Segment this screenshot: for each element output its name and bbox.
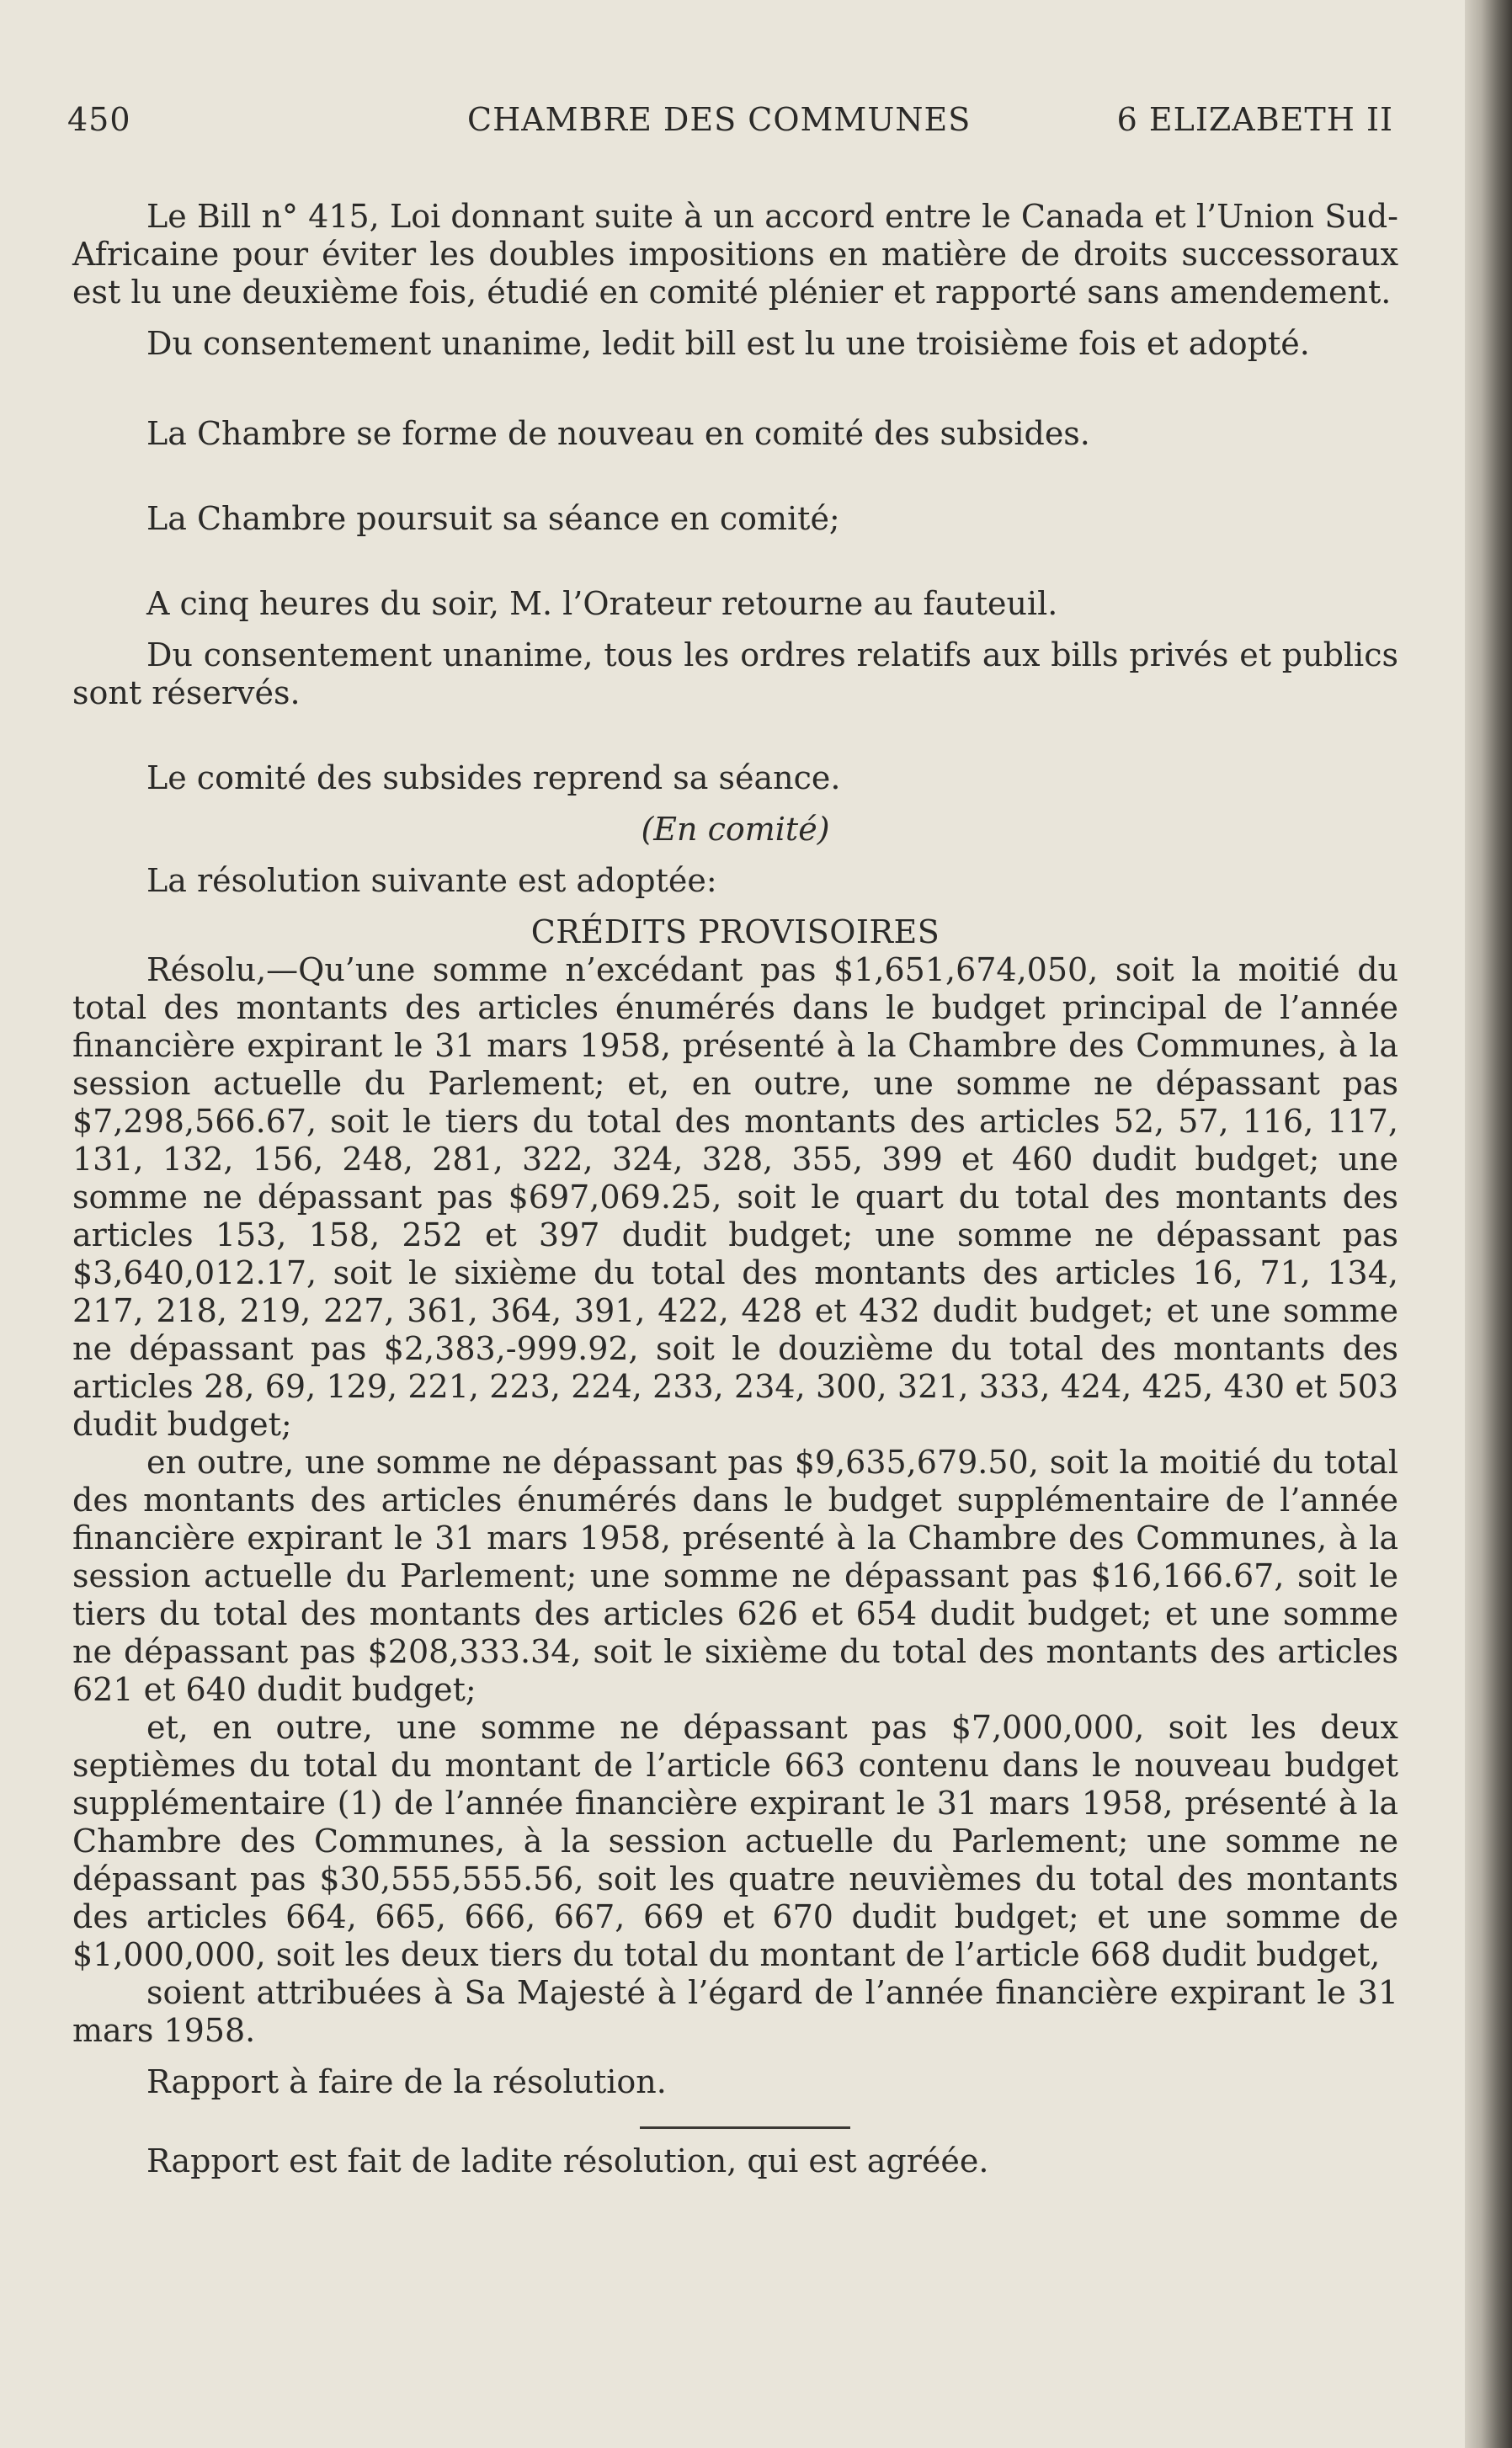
paragraph-committee-again: La Chambre se forme de nouveau en comité des subsides. — [146, 415, 1090, 452]
paragraph-report-to-make: Rapport à faire de la résolution. — [146, 2063, 667, 2100]
paragraph-report-made: Rapport est fait de ladite résolution, qui est agréée. — [146, 2142, 989, 2179]
header-reign: 6 ELIZABETH II — [1116, 101, 1393, 138]
paragraph-third-reading: Du consentement unanime, ledit bill est lu une troisième fois et adopté. — [146, 325, 1310, 362]
paragraph-sitting-continues: La Chambre poursuit sa séance en comité; — [146, 500, 840, 537]
paragraph-resolved-3: et, en outre, une somme ne dépassant pas $7,000,000, soit les deux septièmes du total du montant de l’article 663 contenu dans le nouveau budget supplémentaire (1) de l’année financière expirant le 31 mars 1958, présenté à la Chambre des Communes, à la session actuelle du Parlement; une somme ne dépassant pas $30,555,555.56, soit les quatre neuvièmes du total des montants des articles 664, 665, 666, 667, 669 et 670 dudit budget; et une somme de $1,000,000, soit les deux tiers du total du montant de l’article 668 dudit budget, — [72, 1709, 1398, 1973]
paragraph-committee-resumes: Le comité des subsides reprend sa séance. — [146, 759, 841, 796]
separator-rule — [640, 2126, 850, 2129]
paragraph-resolution-adopted: La résolution suivante est adoptée: — [146, 862, 717, 899]
running-header — [67, 101, 1393, 152]
page-body — [72, 198, 1398, 2180]
header-title: CHAMBRE DES COMMUNES — [467, 101, 972, 138]
in-committee-label: (En comité) — [641, 811, 830, 848]
paragraph-bill-reading: Le Bill n° 415, Loi donnant suite à un accord entre le Canada et l’Union Sud-Africaine pour éviter les doubles impositions en matière de droits successoraux est lu une deuxième fois, étudié en comité plénier et rapporté sans amendement. — [72, 198, 1398, 311]
paragraph-resolved-2: en outre, une somme ne dépassant pas $9,635,679.50, soit la moitié du total des montants des articles énumérés dans le budget supplémentaire de l’année financière expirant le 31 mars 1958, présenté à la Chambre des Communes, à la session actuelle du Parlement; une somme ne dépassant pas $16,166.67, soit le tiers du total des montants des articles 626 et 654 dudit budget; et une somme ne dépassant pas $208,333.34, soit le sixième du total des montants des articles 621 et 640 dudit budget; — [72, 1444, 1398, 1708]
paragraph-resolved-4: soient attribuées à Sa Majesté à l’égard de l’année financière expirant le 31 mars 1958. — [72, 1974, 1398, 2049]
page-number: 450 — [67, 101, 131, 138]
paragraph-five-oclock: A cinq heures du soir, M. l’Orateur retourne au fauteuil. — [146, 585, 1058, 622]
book-binding-edge — [1465, 0, 1512, 2448]
paragraph-orders-reserved: Du consentement unanime, tous les ordres relatifs aux bills privés et publics sont réservés. — [72, 636, 1398, 711]
section-heading: CRÉDITS PROVISOIRES — [530, 913, 940, 950]
paragraph-resolved-1: Résolu,—Qu’une somme n’excédant pas $1,651,674,050, soit la moitié du total des montants des articles énumérés dans le budget principal de l’année financière expirant le 31 mars 1958, présenté à la Chambre des Communes, à la session actuelle du Parlement; et, en outre, une somme ne dépassant pas $7,298,566.67, soit le tiers du total des montants des articles 52, 57, 116, 117, 131, 132, 156, 248, 281, 322, 324, 328, 355, 399 et 460 dudit budget; une somme ne dépassant pas $697,069.25, soit le quart du total des montants des articles 153, 158, 252 et 397 dudit budget; une somme ne dépassant pas $3,640,012.17, soit le sixième du total des montants des articles 16, 71, 134, 217, 218, 219, 227, 361, 364, 391, 422, 428 et 432 dudit budget; et une somme ne dépassant pas $2,383,-999.92, soit le douzième du total des montants des articles 28, 69, 129, 221, 223, 224, 233, 234, 300, 321, 333, 424, 425, 430 et 503 dudit budget; — [72, 951, 1398, 1443]
